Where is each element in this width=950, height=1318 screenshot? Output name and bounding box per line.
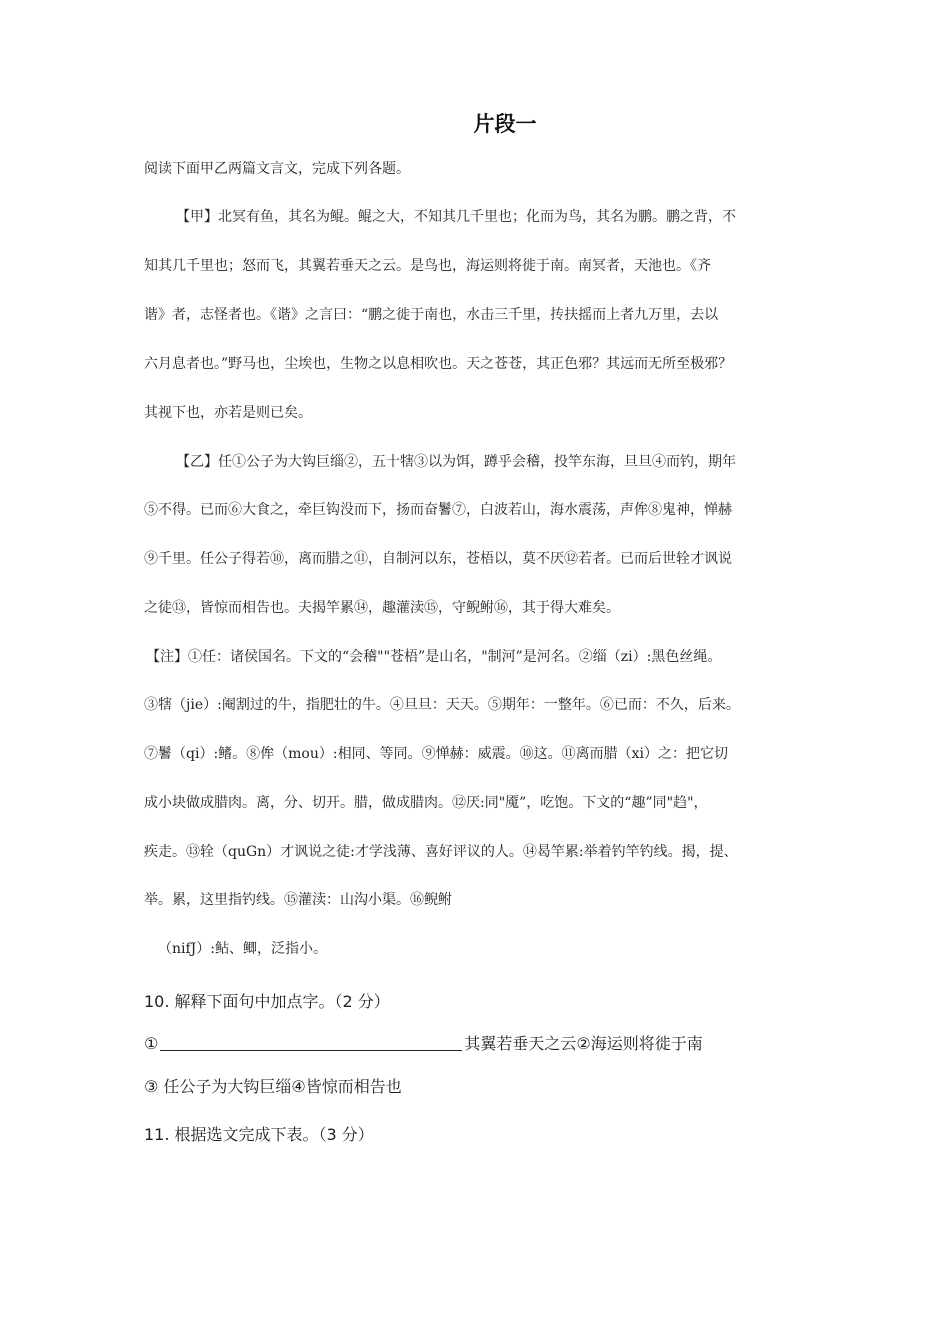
notes-line: 【注】①任：诸侯国名。下文的“会稽""苍梧”是山名，"制河”是河名。②缁（zi）:黑色丝绳。: [146, 649, 722, 665]
notes-line: ③犗（jie）:阉割过的牛，指肥壮的牛。④旦旦：天天。⑤期年：一整年。⑥已而：不久，后来。: [144, 697, 740, 713]
item-marker: ①: [144, 1034, 159, 1053]
passage-jia-line: 知其几千里也；怒而飞，其翼若垂天之云。是鸟也，海运则将徙于南。南冥者，天池也。《齐: [144, 258, 711, 274]
notes-line: 成小块做成腊肉。离，分、切开。腊，做成腊肉。⑫厌:同"魇”，吃饱。下文的“趣”同"趋"，: [144, 795, 708, 811]
instruction-text: 阅读下面甲乙两篇文言文，完成下列各题。: [144, 161, 410, 177]
question-11-label: 11. 根据选文完成下表。（3 分）: [144, 1125, 374, 1144]
question-10-line-2: ③ 任公子为大钩巨缁④皆惊而相告也: [144, 1077, 402, 1096]
notes-line: （nifJ）:鲇、鲫，泛指小。: [158, 941, 328, 957]
passage-yi-line: ⑤不得。已而⑥大食之，牵巨钩没而下，扬而奋鬐⑦，白波若山，海水震荡，声侔⑧鬼神，惮赫: [144, 502, 732, 518]
passage-jia-line: 【甲】北冥有鱼，其名为鲲。鲲之大，不知其几千里也；化而为鸟，其名为鹏。鹏之背，不: [176, 209, 736, 225]
passage-jia-line: 其视下也，亦若是则已矣。: [144, 405, 312, 421]
passage-jia-line: 谐》者，志怪者也。《谐》之言曰：“鹏之徙于南也，水击三千里，抟扶摇而上者九万里，去以: [144, 307, 719, 323]
passage-jia-line: 六月息者也。”野马也，尘埃也，生物之以息相吹也。天之苍苍，其正色邪？其远而无所至极邪？: [144, 356, 733, 372]
question-10-line-1: [144, 1033, 703, 1055]
notes-line: 疾走。⑬辁（quGn）才讽说之徒:才学浅薄、喜好评议的人。⑭曷竿累:举着钓竿钓线。揭，提、: [144, 844, 738, 860]
passage-yi-line: ⑨千里。任公子得若⑩，离而腊之⑪，自制河以东，苍梧以，莫不厌⑫若者。已而后世辁才讽说: [144, 551, 732, 567]
notes-line: ⑦鬐（qi）:鳍。⑧侔（mou）:相同、等同。⑨惮赫：威震。⑩这。⑪离而腊（xi）之：把它切: [144, 746, 728, 762]
question-10-text: 其翼若垂天之云②海运则将徙于南: [464, 1034, 703, 1053]
notes-line: 举。累，这里指钓线。⑮灌渎：山沟小渠。⑯鲵鲋: [144, 892, 452, 908]
passage-yi-line: 【乙】任①公子为大钩巨缁②，五十犗③以为饵，蹲乎会稽，投竿东海，旦旦④而钓，期年: [176, 454, 736, 470]
page-title: 片段一: [473, 112, 537, 136]
passage-yi-line: 之徒⑬，皆惊而相告也。夫揭竿累⑭，趣灌渎⑮，守鲵鲋⑯，其于得大难矣。: [144, 600, 620, 616]
answer-blank[interactable]: [160, 1034, 462, 1051]
question-10-label: 10. 解释下面句中加点字。（2 分）: [144, 992, 390, 1011]
